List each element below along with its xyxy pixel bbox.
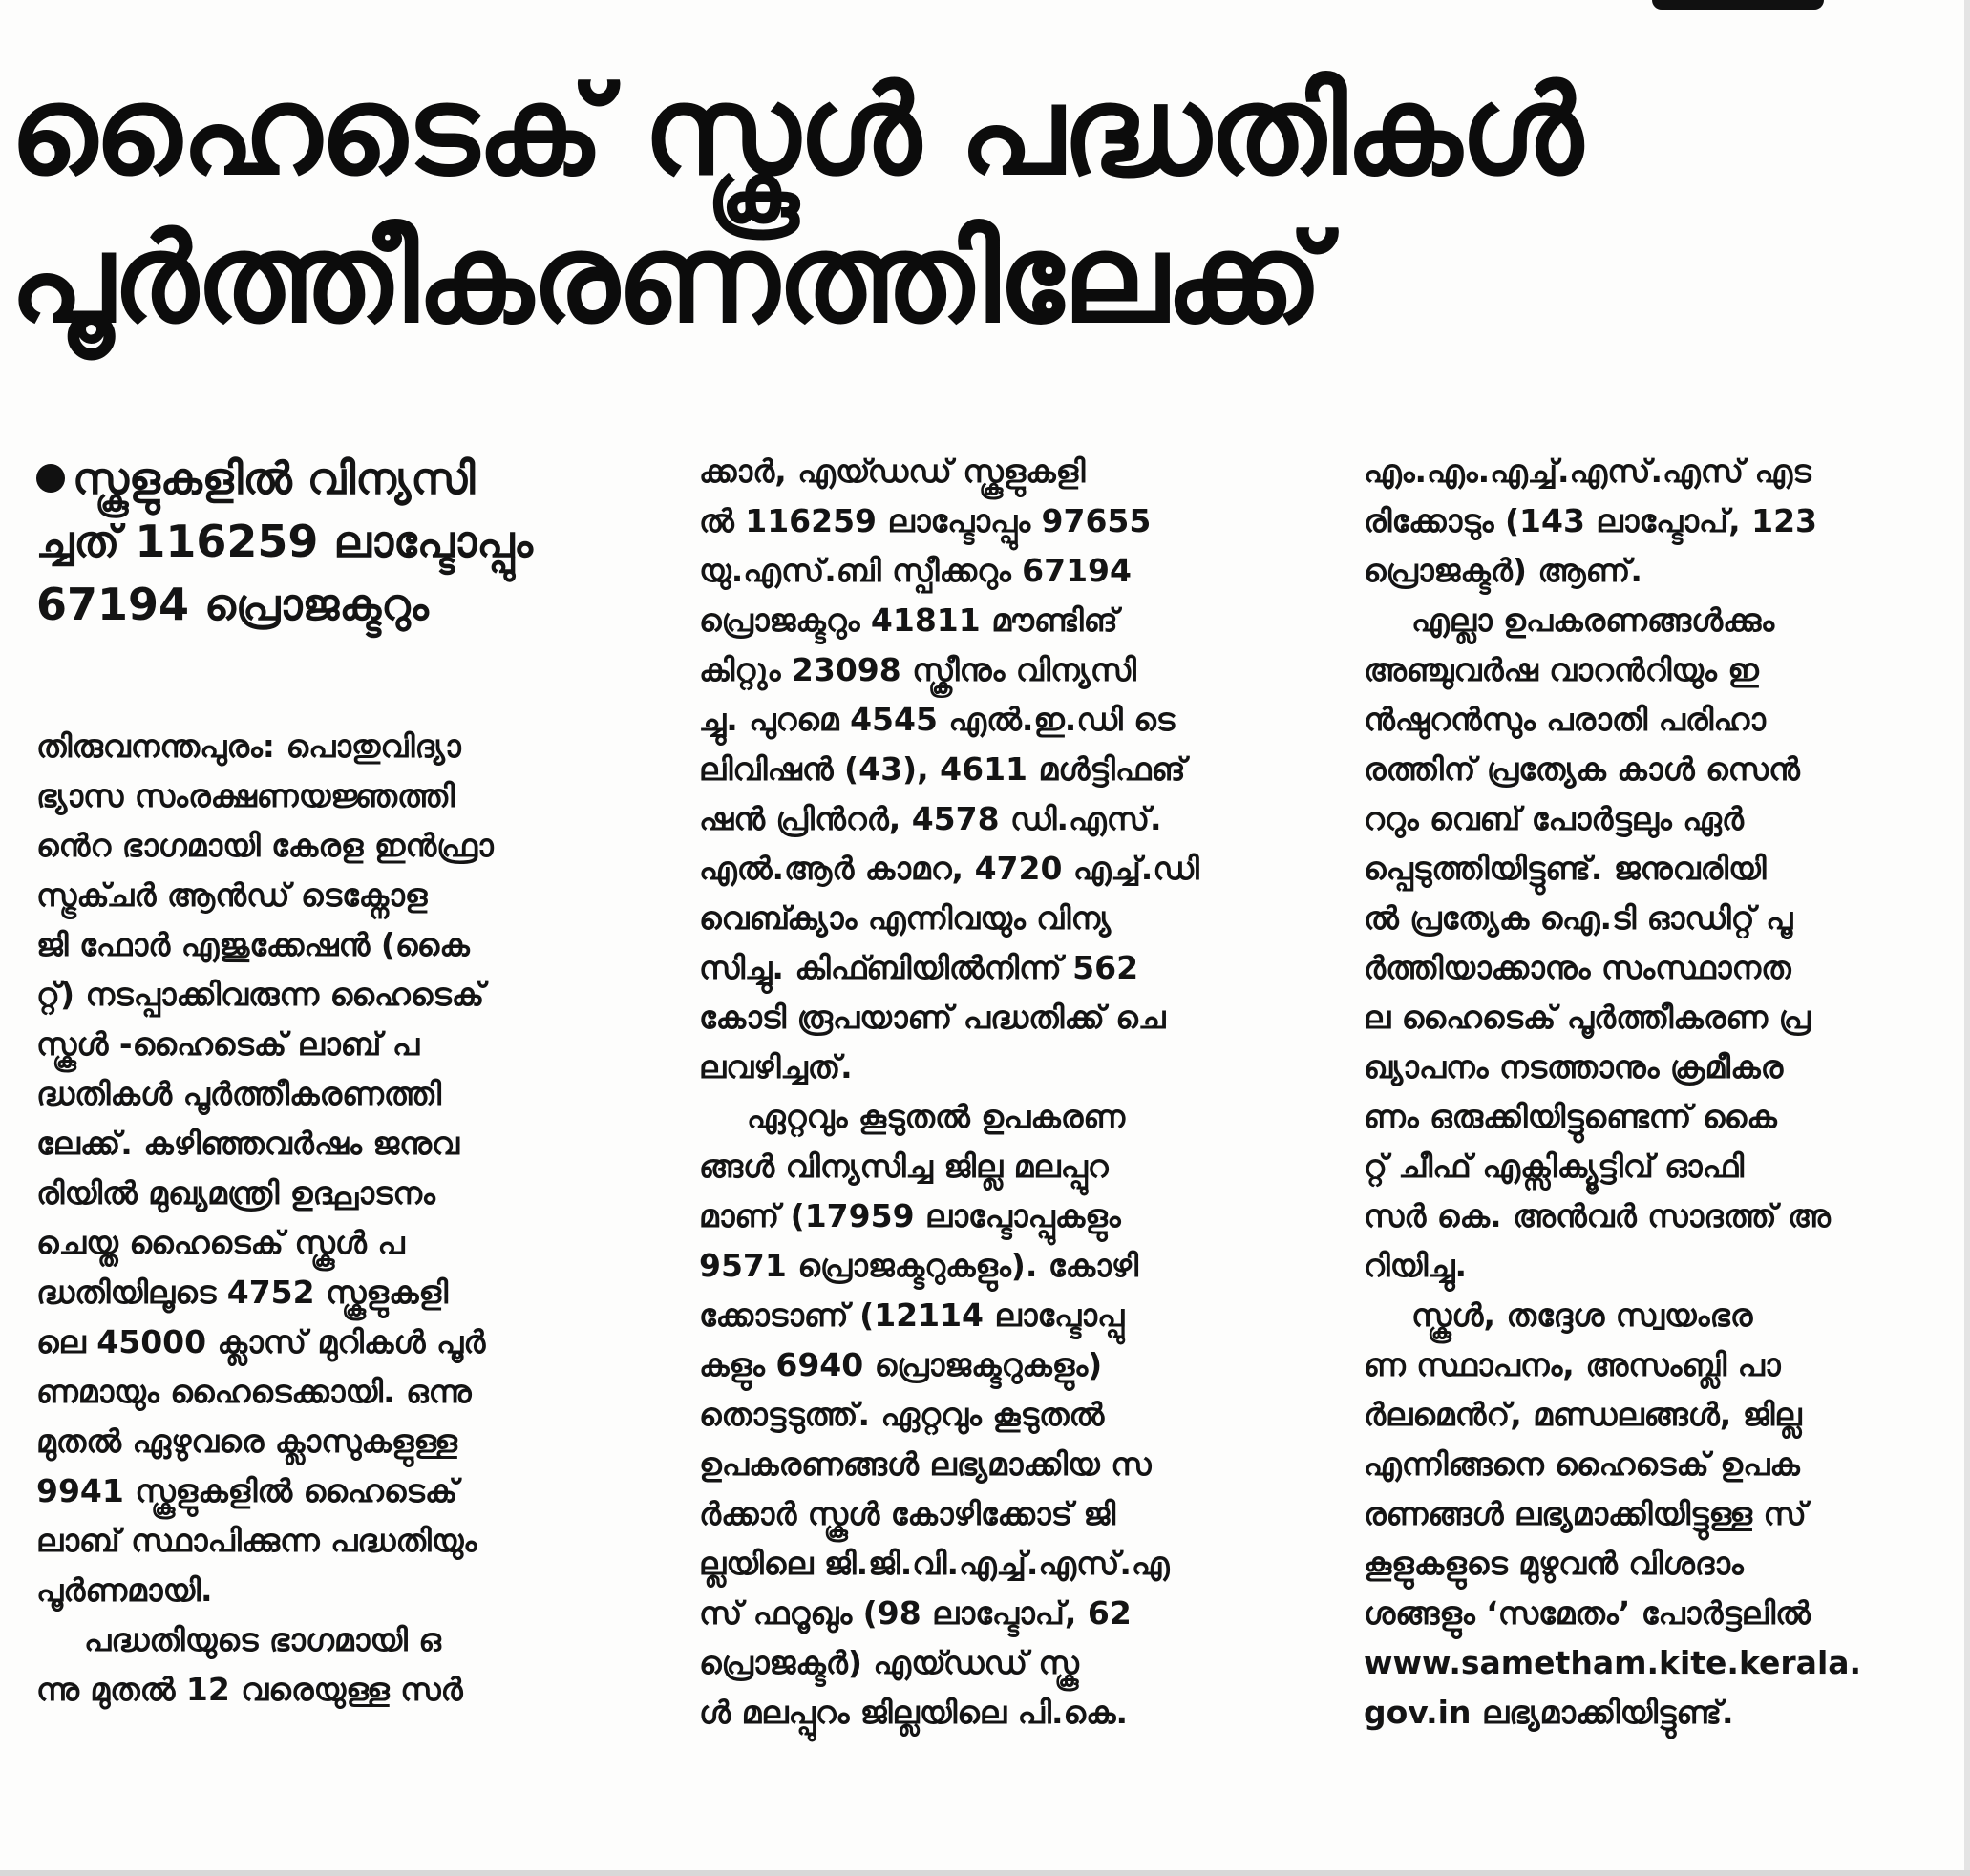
text-line: ൽ 116259 ലാപ്ടോപ്പും 97655 (699, 502, 1152, 539)
article-column-2 (699, 447, 1291, 1738)
text-line: സ്കൂൾ -ഹൈടെക് ലാബ് പ (36, 1025, 420, 1063)
paragraph (1364, 596, 1956, 1291)
article-column-3 (1364, 447, 1956, 1738)
text-line: രണങ്ങൾ ലഭ്യമാക്കിയിട്ടുള്ള സ് (1364, 1495, 1807, 1532)
deck-highlight (36, 447, 628, 636)
url-line: www.sametham.kite.kerala. (1364, 1644, 1862, 1681)
text-line: എൽ.ആർ കാമറ, 4720 എച്ച്.ഡി (699, 850, 1199, 887)
article-column-1 (36, 447, 628, 1715)
paragraph (699, 1092, 1291, 1738)
text-line: സിച്ചു. കിഫ്ബിയിൽനിന്ന് 562 (699, 949, 1139, 986)
headline-line-1: ഹൈടെക് സ്കൂൾ പദ്ധതികൾ (10, 60, 1581, 202)
bullet-icon (36, 464, 65, 493)
text-line: തിരുവനന്തപുരം: പൊതുവിദ്യാ (36, 727, 461, 765)
text-line: ർലമെൻറ്, മണ്ഡലങ്ങൾ, ജില്ല (1364, 1396, 1802, 1433)
text-line: 9941 സ്കൂളുകളിൽ ഹൈടെക് (36, 1472, 458, 1509)
headline (10, 57, 1919, 353)
text-line: ററും വെബ് പോർട്ടലും ഏർ (1364, 800, 1744, 837)
text-line: രിക്കോടും (143 ലാപ്ടോപ്, 123 (1364, 502, 1818, 539)
top-edge-mark (1652, 0, 1824, 10)
text-line: എല്ലാ ഉപകരണങ്ങൾക്കും (1411, 601, 1775, 639)
bottom-edge (0, 1870, 1970, 1876)
text-line: സർ കെ. അൻവർ സാദത്ത് അ (1364, 1197, 1831, 1234)
text-line: ഭ്യാസ സംരക്ഷണയജ്ഞത്തി (36, 777, 455, 814)
paragraph (36, 1615, 628, 1715)
text-line: ല ഹൈടെക് പൂർത്തീകരണ പ്ര (1364, 999, 1811, 1036)
text-line: ചെയ്ത ഹൈടെക് സ്കൂൾ പ (36, 1224, 405, 1261)
text-line: പ്രൊജക്ടർ) എയ്ഡഡ് സ്കൂ (699, 1644, 1079, 1681)
text-line: ലിവിഷൻ (43), 4611 മൾട്ടിഫങ് (699, 750, 1186, 788)
text-line: ണമായും ഹൈടെക്കായി. ഒന്നു (36, 1373, 472, 1410)
paragraph (36, 722, 628, 1615)
paragraph (699, 447, 1291, 1092)
text-line: സ്ട്രക്ചർ ആൻഡ് ടെക്നോള (36, 876, 428, 914)
text-line: പ്പെടുത്തിയിട്ടുണ്ട്. ജനുവരിയി (1364, 850, 1767, 887)
text-line: മാണ് (17959 ലാപ്ടോപ്പുകളും (699, 1197, 1121, 1234)
text-line: എന്നിങ്ങനെ ഹൈടെക് ഉപക (1364, 1445, 1800, 1483)
text-line: ലെ 45000 ക്ലാസ് മുറികൾ പൂർ (36, 1323, 486, 1360)
text-line: കിറ്റും 23098 സ്ക്രീനും വിന്യസി (699, 651, 1136, 688)
url-line: gov.in ലഭ്യമാക്കിയിട്ടുണ്ട്. (1364, 1694, 1734, 1731)
text-line: ഉപകരണങ്ങൾ ലഭ്യമാക്കിയ സ (699, 1445, 1152, 1483)
text-line: പ്രൊജക്ടറും 41811 മൗണ്ടിങ് (699, 601, 1118, 639)
text-line: ജി ഫോർ എജുക്കേഷൻ (കൈ (36, 926, 470, 963)
text-line: രിയിൽ മുഖ്യമന്ത്രി ഉദ്ഘാടനം (36, 1174, 435, 1212)
text-line: ൾ മലപ്പുറം ജില്ലയിലെ പി.കെ. (699, 1694, 1129, 1731)
text-line: ൽ പ്രത്യേക ഐ.ടി ഓഡിറ്റ് പൂ (1364, 899, 1793, 937)
text-line: ശങ്ങളും ‘സമേതം’ പോർട്ടലിൽ (1364, 1594, 1811, 1632)
text-line: പൂർണമായി. (36, 1571, 213, 1609)
text-line: ക്കാർ, എയ്ഡഡ് സ്കൂളുകളി (699, 453, 1086, 490)
text-line: യു.എസ്.ബി സ്പീക്കറും 67194 (699, 552, 1132, 589)
text-line: റിയിച്ചു. (1364, 1247, 1468, 1284)
text-line: വെബ്ക്യാം എന്നിവയും വിന്യ (699, 899, 1112, 937)
text-line: ങ്ങൾ വിന്യസിച്ച ജില്ല മലപ്പുറ (699, 1148, 1109, 1185)
text-line: ഏറ്റവും കൂടുതൽ ഉപകരണ (747, 1098, 1126, 1135)
text-line: ൻഷുറൻസും പരാതി പരിഹാ (1364, 701, 1766, 738)
text-line: ക്കോടാണ് (12114 ലാപ്ടോപ്പു (699, 1296, 1125, 1334)
text-line: പ്രൊജക്ടർ) ആണ്. (1364, 552, 1642, 589)
text-line: 9571 പ്രൊജക്ടറുകളും). കോഴി (699, 1247, 1139, 1284)
text-line: റ്റ് ചീഫ് എക്സിക്യൂട്ടിവ് ഓഫി (1364, 1148, 1745, 1185)
text-line: ണ സ്ഥാപനം, അസംബ്ലി പാ (1364, 1346, 1781, 1383)
deck-line: ച്ചത് 116259 ലാപ്ടോപ്പും (36, 516, 533, 567)
text-line: ലാബ് സ്ഥാപിക്കുന്ന പദ്ധതിയും (36, 1522, 477, 1559)
text-line: കോടി രൂപയാണ് പദ്ധതിക്ക് ചെ (699, 999, 1166, 1036)
text-line: ദ്ധതികൾ പൂർത്തീകരണത്തി (36, 1075, 442, 1112)
deck-line: സ്കൂളുകളിൽ വിന്യസി (36, 447, 628, 510)
text-line: സ് ഫറൂഖും (98 ലാപ്ടോപ്, 62 (699, 1594, 1132, 1632)
text-line: തൊട്ടടുത്ത്. ഏറ്റവും കൂടുതൽ (699, 1396, 1105, 1433)
text-line: കൂളുകളുടെ മുഴുവൻ വിശദാം (1364, 1545, 1744, 1582)
text-line: ലവഴിച്ചത്. (699, 1048, 853, 1086)
text-line: ന്നു മുതൽ 12 വരെയുള്ള സർ (36, 1671, 463, 1708)
text-line: കളും 6940 പ്രൊജക്ടറുകളും) (699, 1346, 1103, 1383)
paragraph (1364, 1291, 1956, 1738)
text-line: പദ്ധതിയുടെ ഭാഗമായി ഒ (84, 1621, 441, 1658)
text-line: ല്ലയിലെ ജി.ജി.വി.എച്ച്.എസ്.എ (699, 1545, 1170, 1582)
text-line: എം.എം.എച്ച്.എസ്.എസ് എട (1364, 453, 1811, 490)
dateline: തിരുവനന്തപുരം: (36, 727, 276, 765)
text-line: ദ്ധതിയിലൂടെ 4752 സ്കൂളുകളി (36, 1274, 449, 1311)
text-line: ഖ്യാപനം നടത്താനും ക്രമീകര (1364, 1048, 1784, 1086)
text-line: ണം ഒരുക്കിയിട്ടുണ്ടെന്ന് കൈ (1364, 1098, 1777, 1135)
paper-edge (1964, 0, 1970, 1876)
paragraph (1364, 447, 1956, 596)
deck-line: 67194 പ്രൊജക്ടറും (36, 579, 429, 630)
article-body-col1 (36, 722, 628, 1715)
text-line: ലേക്ക്. കഴിഞ്ഞവർഷം ജനുവ (36, 1125, 459, 1162)
text-line: മുതൽ ഏഴുവരെ ക്ലാസുകളുള്ള (36, 1423, 457, 1460)
text-line: ഷൻ പ്രിൻറർ, 4578 ഡി.എസ്. (699, 800, 1162, 837)
text-line: ർക്കാർ സ്കൂൾ കോഴിക്കോട് ജി (699, 1495, 1116, 1532)
text-line: ച്ചു. പുറമെ 4545 എൽ.ഇ.ഡി ടെ (699, 701, 1176, 738)
text-line: അഞ്ചുവർഷ വാറൻറിയും ഇ (1364, 651, 1759, 688)
text-line: സ്കൂൾ, തദ്ദേശ സ്വയംഭര (1411, 1296, 1753, 1334)
text-line: ൻെറ ഭാഗമായി കേരള ഇൻഫ്രാ (36, 827, 494, 864)
text-line: ർത്തിയാക്കാനും സംസ്ഥാനത (1364, 949, 1791, 986)
headline-line-2: പൂർത്തീകരണത്തിലേക്ക് (10, 208, 1322, 350)
text-line: റ്റ്) നടപ്പാക്കിവരുന്ന ഹൈടെക് (36, 976, 485, 1013)
text-line: രത്തിന് പ്രത്യേക കാൾ സെൻ (1364, 750, 1800, 788)
